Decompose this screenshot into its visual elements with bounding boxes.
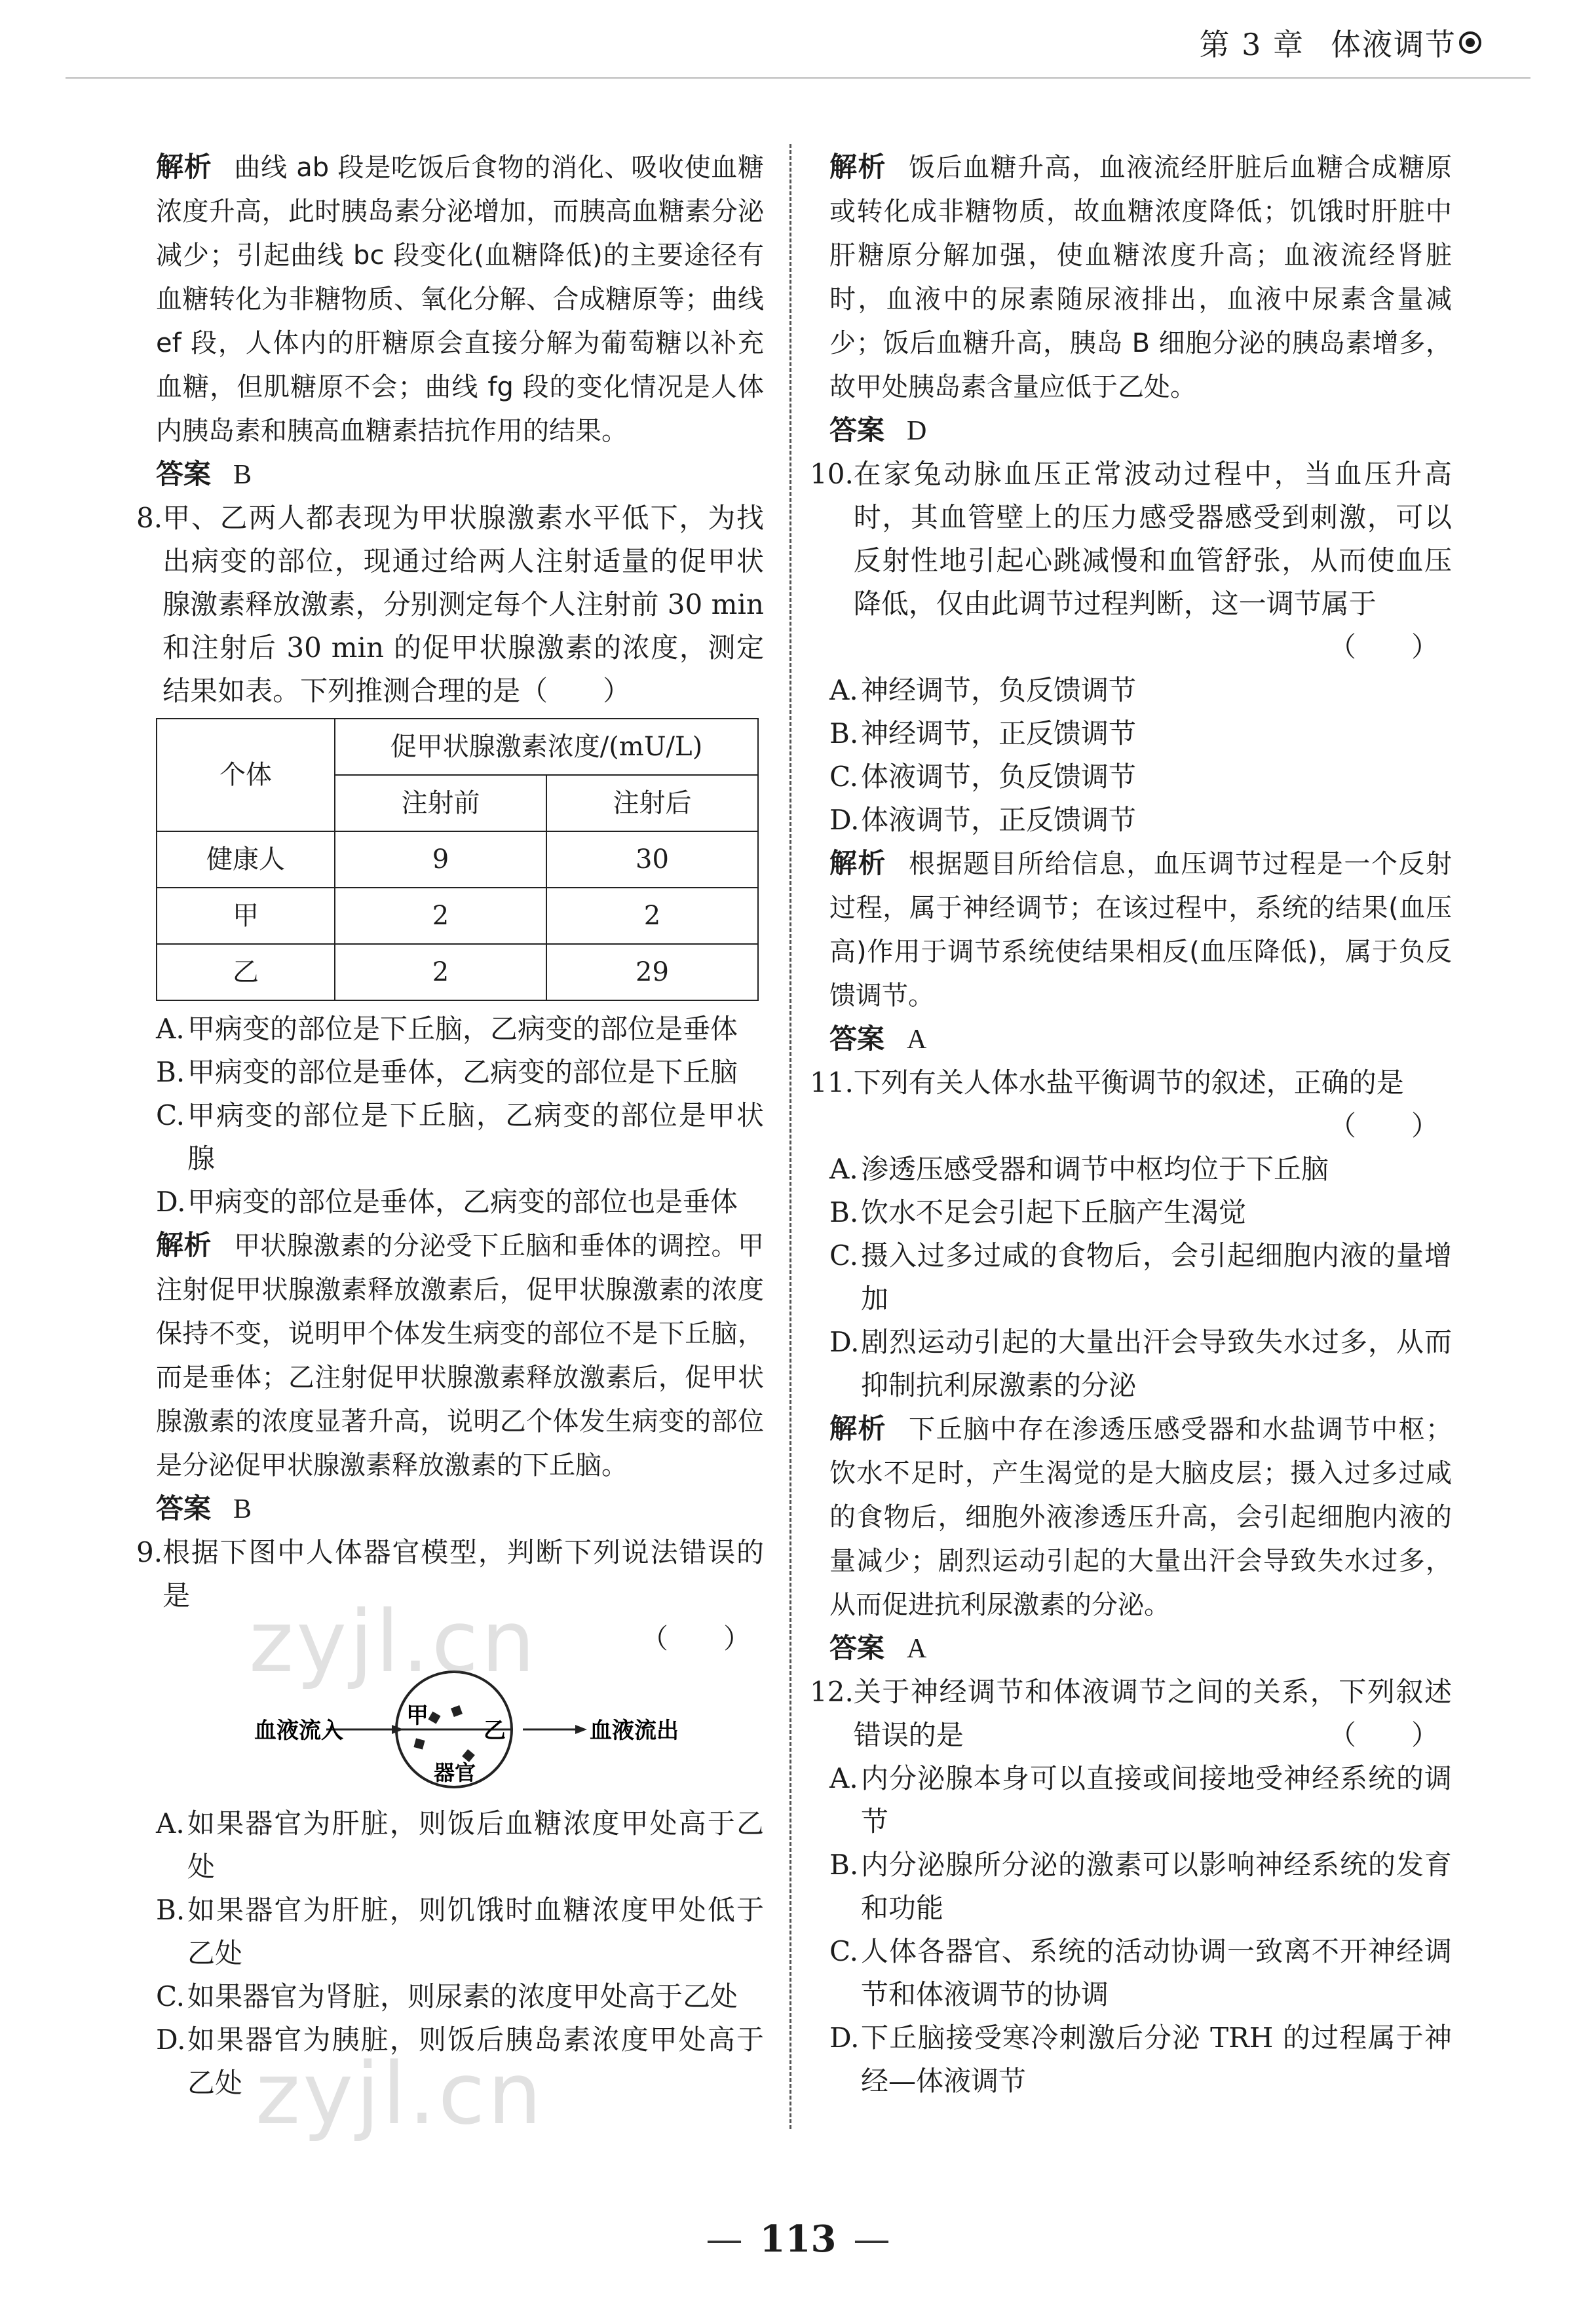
page-footer: — 113 —: [706, 2217, 890, 2261]
q10-option-b: B. 神经调节，正反馈调节: [829, 717, 1137, 749]
q10-option-d: D. 体液调节，正反馈调节: [829, 804, 1137, 836]
blood-in-label: 血液流入: [254, 1718, 343, 1744]
table-header-after: 注射后: [546, 775, 758, 831]
q11-explanation: 解析 下丘脑中存在渗透压感受器和水盐调节中枢；饮水不足时，产生渴觉的是大脑皮层；摄入过多过咸的食物后，细胞外液渗透压升高，会引起细胞内液的量减少；剧烈运动引起的大量出汗会导致失水过多，从而促进抗利尿激素的分泌。: [829, 1412, 1452, 1620]
question-8: 8. 甲、乙两人都表现为甲状腺激素水平低下，为找出病变的部位，现通过给两人注射适量的促甲状腺激素释放激素，分别测定每个人注射前 30 min 和注射后 30 min 的促甲状腺激素的浓度，测定结果如表。下列推测合理的是（ ）: [136, 502, 764, 707]
table-row: 健康人 9 30: [157, 831, 758, 888]
q10-explanation: 解析 根据题目所给信息，血压调节过程是一个反射过程，属于神经调节；在该过程中，系统的结果(血压高)作用于调节系统使结果相反(血压降低)，属于负反馈调节。: [829, 847, 1452, 1011]
molecule-icon: [428, 1711, 440, 1724]
q8-option-a: A. 甲病变的部位是下丘脑，乙病变的部位是垂体: [156, 1013, 738, 1045]
q12-option-d: D. 下丘脑接受寒冷刺激后分泌 TRH 的过程属于神经—体液调节: [829, 2022, 1452, 2097]
q7-explanation: 解析 曲线 ab 段是吃饭后食物的消化、吸收使血糖浓度升高，此时胰岛素分泌增加，而胰高血糖素分泌减少；引起曲线 bc 段变化(血糖降低)的主要途径有血糖转化为非糖物质、氧化分解、合成糖原等；曲线 ef 段，人体内的肝糖原会直接分解为葡萄糖以补充血糖，但肌糖原不会；曲线 fg 段的变化情况是人体内胰岛素和胰高血糖素拮抗作用的结果。: [156, 151, 764, 446]
column-divider: [789, 144, 791, 2129]
q9-answer-bracket: （ ）: [640, 1623, 751, 1655]
q10-option-c: C. 体液调节，负反馈调节: [829, 761, 1137, 793]
outflow-arrow-icon: [575, 1725, 587, 1734]
chapter-number: 第 3 章: [1199, 27, 1304, 62]
table-header-before: 注射前: [335, 775, 546, 831]
watermark: zyjl.cn: [249, 1592, 538, 1691]
blood-out-label: 血液流出: [590, 1718, 679, 1744]
q11-option-b: B. 饮水不足会引起下丘脑产生渴觉: [829, 1196, 1247, 1228]
table-header-individual: 个体: [157, 719, 335, 831]
molecule-icon: [451, 1705, 463, 1717]
q9-answer: 答案 D: [829, 414, 927, 446]
q10-answer-bracket: （ ）: [1328, 631, 1439, 663]
jia-label: 甲: [406, 1703, 428, 1729]
q11-answer: 答案 A: [829, 1632, 927, 1664]
q8-answer: 答案 B: [156, 1492, 252, 1524]
q11-option-d: D. 剧烈运动引起的大量出汗会导致失水过多，从而抑制抗利尿激素的分泌: [829, 1326, 1452, 1401]
page-number: 113: [759, 2217, 837, 2261]
question-9: 9. 根据下图中人体器官模型，判断下列说法错误的是: [136, 1536, 764, 1612]
q11-answer-bracket: （ ）: [1328, 1110, 1439, 1142]
table-row: 甲 2 2: [157, 888, 758, 944]
right-column: [810, 145, 1452, 2103]
q9-option-a: A. 如果器官为肝脏，则饭后血糖浓度甲处高于乙处: [156, 1807, 764, 1883]
question-10: 10. 在家兔动脉血压正常波动过程中，当血压升高时，其血管壁上的压力感受器感受到刺激，可以反射性地引起心跳减慢和血管舒张，从而使血压降低，仅由此调节过程判断，这一调节属于: [810, 458, 1452, 620]
molecule-icon: [413, 1738, 425, 1749]
q12-option-a: A. 内分泌腺本身可以直接或间接地受神经系统的调节: [829, 1762, 1452, 1838]
q9-explanation: 解析 饭后血糖升高，血液流经肝脏后血糖合成糖原或转化成非糖物质，故血糖浓度降低；饥饿时肝脏中肝糖原分解加强，使血糖浓度升高；血液流经肾脏时，血液中的尿素随尿液排出，血液中尿素含量减少；饭后血糖升高，胰岛 B 细胞分泌的胰岛素增多，故甲处胰岛素含量应低于乙处。: [829, 151, 1452, 402]
q8-option-c: C. 甲病变的部位是下丘脑，乙病变的部位是甲状腺: [156, 1099, 764, 1175]
q10-option-a: A. 神经调节，负反馈调节: [829, 674, 1137, 706]
organ-label: 器官: [434, 1760, 476, 1785]
q12-answer-bracket: （ ）: [1328, 1719, 1439, 1751]
q8-option-b: B. 甲病变的部位是垂体，乙病变的部位是下丘脑: [156, 1056, 738, 1088]
hormone-table: [156, 718, 759, 1001]
q11-option-a: A. 渗透压感受器和调节中枢均位于下丘脑: [829, 1153, 1329, 1185]
q7-answer: 答案 B: [156, 458, 252, 490]
q10-answer: 答案 A: [829, 1023, 927, 1055]
table-row: 乙 2 29: [157, 944, 758, 1000]
question-12: 12. 关于神经调节和体液调节之间的关系，下列叙述错误的是: [810, 1676, 1452, 1751]
q8-option-d: D. 甲病变的部位是垂体，乙病变的部位也是垂体: [156, 1186, 738, 1218]
left-column: [136, 145, 764, 2105]
q9-option-d: D. 如果器官为胰脏，则饭后胰岛素浓度甲处高于乙处: [156, 2024, 764, 2099]
bullet-circle-icon: [1459, 31, 1481, 54]
q11-option-c: C. 摄入过多过咸的食物后，会引起细胞内液的量增加: [829, 1239, 1452, 1315]
q8-explanation: 解析 甲状腺激素的分泌受下丘脑和垂体的调控。甲注射促甲状腺激素释放激素后，促甲状腺激素的浓度保持不变，说明甲个体发生病变的部位不是下丘脑，而是垂体；乙注射促甲状腺激素释放激素后，促甲状腺激素的浓度显著升高，说明乙个体发生病变的部位是分泌促甲状腺激素释放激素的下丘脑。: [156, 1229, 764, 1481]
q12-option-c: C. 人体各器官、系统的活动协调一致离不开神经调节和体液调节的协调: [829, 1935, 1452, 2010]
table-header-concentration: 促甲状腺激素浓度/(mU/L): [335, 719, 758, 775]
header-rule: [66, 77, 1530, 79]
watermark: zyjl.cn: [256, 2044, 544, 2143]
chapter-title: 体液调节: [1331, 27, 1456, 62]
yi-label: 乙: [484, 1718, 506, 1744]
question-11: 11. 下列有关人体水盐平衡调节的叙述，正确的是: [810, 1066, 1404, 1099]
running-header: [1199, 21, 1481, 64]
q12-option-b: B. 内分泌腺所分泌的激素可以影响神经系统的发育和功能: [829, 1849, 1452, 1924]
q9-option-b: B. 如果器官为肝脏，则饥饿时血糖浓度甲处低于乙处: [156, 1894, 764, 1969]
q9-option-c: C. 如果器官为肾脏，则尿素的浓度甲处高于乙处: [156, 1980, 738, 2012]
